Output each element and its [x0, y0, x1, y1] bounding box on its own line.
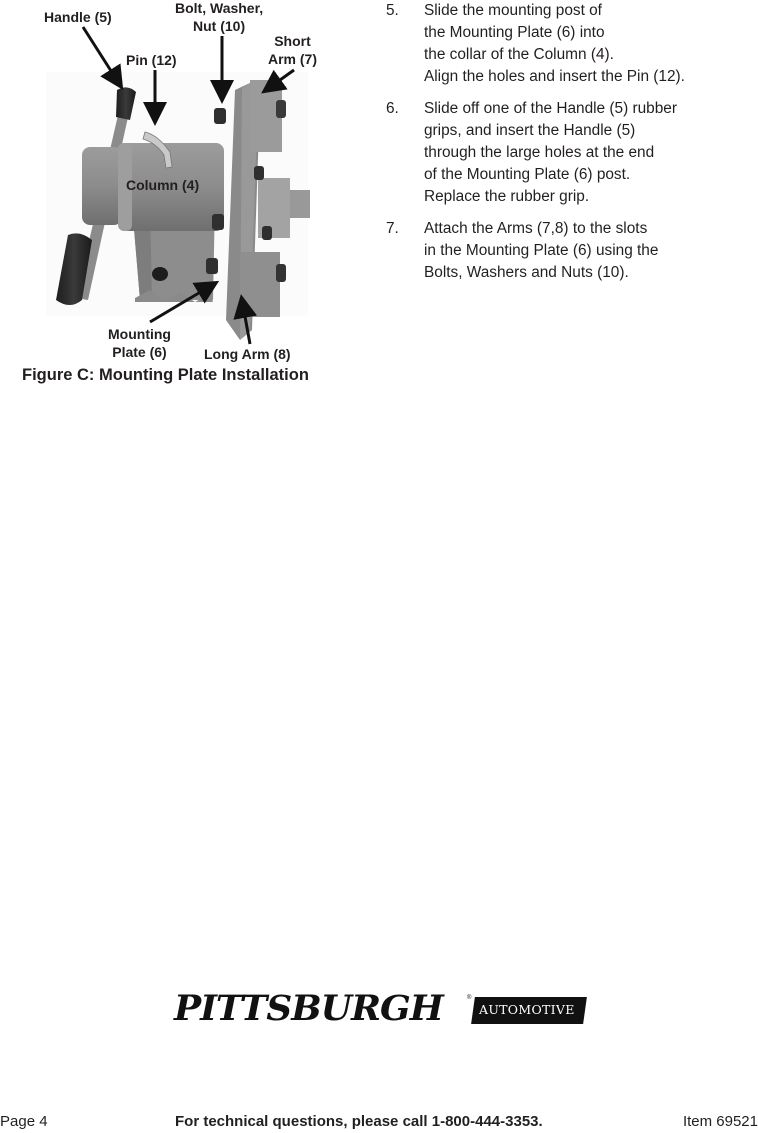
step-text: Attach the Arms (7,8) to the slots in the Mounting Plate (6) using the Bolts, Washers and Nuts (10). — [424, 220, 659, 281]
registered-mark: ® — [467, 995, 472, 1001]
page-footer — [0, 1113, 758, 1133]
callout-long-arm: Long Arm (8) — [204, 346, 291, 362]
tech-support-line: For technical questions, please call 1-800-444-3353. — [175, 1113, 543, 1130]
step-5 — [386, 0, 758, 88]
step-number: 5. — [386, 2, 399, 19]
callout-short-arm: Short Arm (7) — [268, 33, 318, 67]
callout-bolt-washer-nut: Bolt, Washer, Nut (10) — [175, 0, 264, 34]
pittsburgh-automotive-logo — [174, 988, 586, 1029]
logo-brand: PITTSBURGH — [174, 988, 443, 1029]
page-number: Page 4 — [0, 1113, 48, 1130]
callout-mounting-plate: Mounting Plate (6) — [108, 326, 171, 360]
callout-column: Column (4) — [126, 177, 200, 193]
logo-tagline: AUTOMOTIVE — [479, 1002, 575, 1017]
item-number: Item 69521 — [682, 1113, 758, 1130]
figure-c — [0, 0, 370, 392]
step-number: 6. — [386, 100, 399, 117]
step-6 — [386, 98, 758, 208]
step-number: 7. — [386, 220, 399, 237]
callout-pin: Pin (12) — [126, 52, 177, 68]
instruction-steps — [386, 0, 758, 294]
step-text: Slide off one of the Handle (5) rubber grips, and insert the Handle (5) through the large holes at the end of the Mounting Plate (6) post. Replace the rubber grip. — [424, 100, 677, 205]
figure-caption: Figure C: Mounting Plate Installation — [22, 366, 309, 384]
step-text: Slide the mounting post of the Mounting Plate (6) into the collar of the Column (4). Align the holes and insert the Pin (12). — [424, 2, 685, 85]
step-7 — [386, 218, 758, 284]
callout-handle: Handle (5) — [44, 9, 112, 25]
